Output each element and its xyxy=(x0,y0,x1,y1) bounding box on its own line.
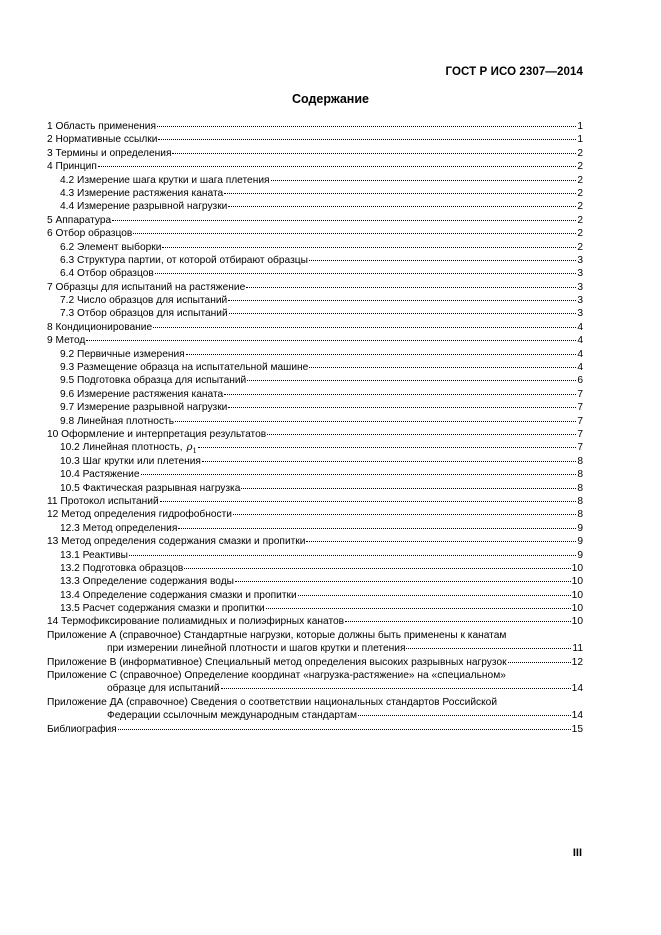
toc-subentry[interactable]: 9.6 Измерение растяжения каната 7 xyxy=(60,388,583,400)
toc-subentry[interactable]: 13.1 Реактивы 9 xyxy=(60,549,583,561)
toc-entry[interactable]: 14 Термофиксирование полиамидных и полиэфирных канатов 10 xyxy=(47,616,583,628)
toc-appendix-c-line2[interactable]: образце для испытаний 14 xyxy=(107,683,583,695)
toc-entry[interactable]: 8 Кондиционирование 4 xyxy=(47,321,583,333)
toc-subentry[interactable]: 4.4 Измерение разрывной нагрузки 2 xyxy=(60,201,583,213)
toc-subentry[interactable]: 10.3 Шаг крутки или плетения 8 xyxy=(60,455,583,467)
toc-subentry[interactable]: 9.5 Подготовка образца для испытаний 6 xyxy=(60,375,583,387)
toc-subentry[interactable]: 10.4 Растяжение 8 xyxy=(60,469,583,481)
toc-entry[interactable]: 10 Оформление и интерпретация результатов 7 xyxy=(47,428,583,440)
toc-entry[interactable]: 2 Нормативные ссылки 1 xyxy=(47,134,583,146)
page-number: III xyxy=(572,847,582,859)
table-of-contents xyxy=(47,120,583,736)
toc-appendix-b[interactable]: Приложение В (информативное) Специальный метод определения высоких разрывных нагрузок 12 xyxy=(47,656,583,668)
toc-entry[interactable]: 13 Метод определения содержания смазки и пропитки 9 xyxy=(47,536,583,548)
toc-entry[interactable]: 3 Термины и определения 2 xyxy=(47,147,583,159)
toc-subentry[interactable]: 6.2 Элемент выборки 2 xyxy=(60,241,583,253)
toc-subentry[interactable]: 10.2 Линейная плотность, $\rho_1$ 7 xyxy=(47,441,583,454)
toc-title: Содержание xyxy=(291,92,369,106)
toc-subentry[interactable]: 9.3 Размещение образца на испытательной машине 4 xyxy=(60,362,583,374)
toc-subentry[interactable]: 6.3 Структура партии, от которой отбирают образцы 3 xyxy=(60,254,583,266)
toc-entry[interactable]: 7 Образцы для испытаний на растяжение 3 xyxy=(47,281,583,293)
toc-subentry[interactable]: 7.3 Отбор образцов для испытаний 3 xyxy=(60,308,583,320)
toc-subentry[interactable]: 6.4 Отбор образцов 3 xyxy=(60,268,583,280)
toc-subentry[interactable]: 10.5 Фактическая разрывная нагрузка 8 xyxy=(60,482,583,494)
toc-subentry[interactable]: 13.4 Определение содержания смазки и пропитки 10 xyxy=(60,589,583,601)
toc-entry[interactable]: 11 Протокол испытаний 8 xyxy=(47,495,583,507)
toc-appendix-a-line2[interactable]: при измерении линейной плотности и шагов крутки и плетения 11 xyxy=(107,643,583,655)
rho-symbol: $\rho_1$ xyxy=(186,442,197,455)
toc-subentry[interactable]: 4.2 Измерение шага крутки и шага плетения 2 xyxy=(60,174,583,186)
document-code: ГОСТ Р ИСО 2307—2014 xyxy=(445,66,583,78)
toc-subentry[interactable]: 12.3 Метод определения 9 xyxy=(60,522,583,534)
toc-entry[interactable]: 12 Метод определения гидрофобности 8 xyxy=(47,509,583,521)
toc-subentry[interactable]: 13.2 Подготовка образцов 10 xyxy=(60,562,583,574)
toc-appendix-da-line2[interactable]: Федерации ссылочным международным стандартам 14 xyxy=(107,710,583,722)
toc-appendix-c-line1[interactable]: Приложение С (справочное) Определение координат «нагрузка-растяжение» на «специальном» xyxy=(47,670,506,682)
toc-subentry[interactable]: 4.3 Измерение растяжения каната 2 xyxy=(60,187,583,199)
toc-appendix-a-line1[interactable]: Приложение А (справочное) Стандартные нагрузки, которые должны быть применены к канатам xyxy=(47,629,507,641)
toc-entry[interactable]: 9 Метод 4 xyxy=(47,335,583,347)
toc-entry[interactable]: 4 Принцип 2 xyxy=(47,161,583,173)
toc-subentry[interactable]: 7.2 Число образцов для испытаний 3 xyxy=(60,295,583,307)
toc-entry[interactable]: 6 Отбор образцов 2 xyxy=(47,228,583,240)
toc-entry[interactable]: 1 Область применения 1 xyxy=(47,121,583,132)
toc-subentry[interactable]: 13.3 Определение содержания воды 10 xyxy=(60,576,583,588)
toc-subentry[interactable]: 9.2 Первичные измерения 4 xyxy=(60,348,583,360)
toc-entry[interactable]: 5 Аппаратура 2 xyxy=(47,214,583,226)
toc-subentry[interactable]: 9.8 Линейная плотность 7 xyxy=(60,415,583,427)
toc-subentry[interactable]: 13.5 Расчет содержания смазки и пропитки 10 xyxy=(60,603,583,615)
toc-bibliography[interactable]: Библиография 15 xyxy=(47,723,583,735)
toc-subentry[interactable]: 9.7 Измерение разрывной нагрузки 7 xyxy=(60,402,583,414)
toc-appendix-da-line1[interactable]: Приложение ДА (справочное) Сведения о соответствии национальных стандартов Российской xyxy=(47,696,498,708)
